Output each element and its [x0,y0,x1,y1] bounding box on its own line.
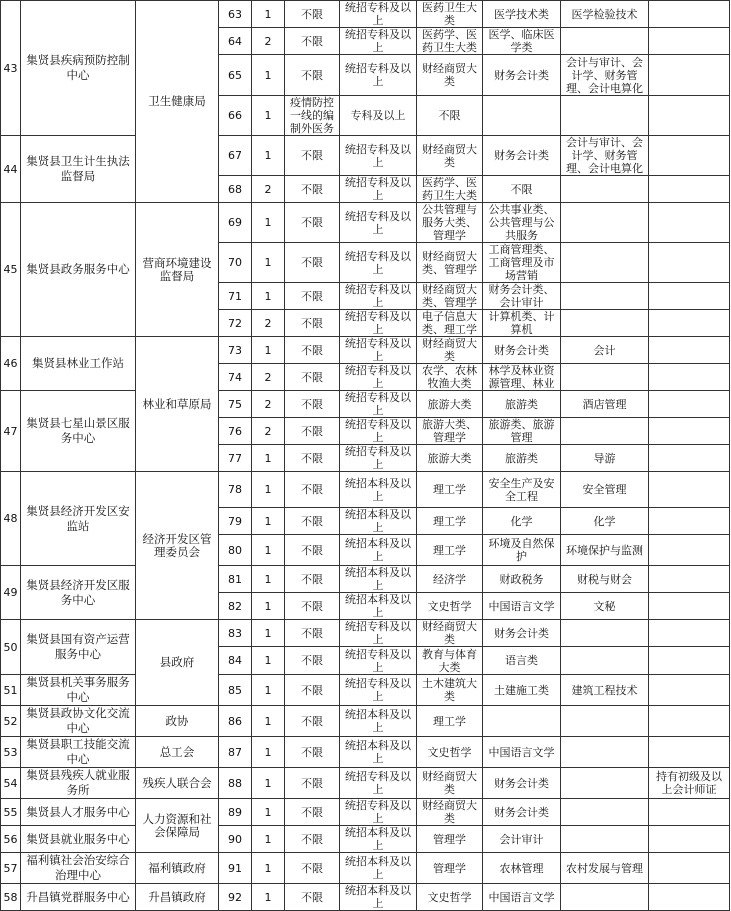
note-cell [649,283,730,310]
note-cell [649,826,730,853]
education-cell: 统招专科及以上 [340,364,417,391]
discipline-category-cell: 财经商贸大类 [417,337,483,364]
headcount-cell: 1 [252,55,285,96]
limit-cell: 不限 [285,826,340,853]
discipline-category-cell: 财经商贸大类、管理学 [417,283,483,310]
education-cell: 统招专科及以上 [340,391,417,418]
major-category-cell: 医学技术类 [483,1,561,28]
org-number-cell: 58 [1,884,21,911]
specialty-cell [561,620,649,647]
note-cell [649,203,730,243]
org-number-cell: 51 [1,675,21,706]
position-code-cell: 67 [219,136,252,176]
discipline-category-cell: 财经商贸大类 [417,620,483,647]
specialty-cell [561,418,649,445]
education-cell: 统招专科及以上 [340,647,417,675]
department-cell: 营商环境建设监督局 [136,203,219,337]
major-category-cell: 农林管理 [483,853,561,884]
note-cell [649,96,730,136]
major-category-cell: 中国语言文学 [483,884,561,911]
note-cell: 持有初级及以上会计师证 [649,768,730,799]
headcount-cell: 1 [252,593,285,620]
discipline-category-cell: 旅游大类 [417,391,483,418]
org-name-cell: 集贤县政协文化交流中心 [21,706,136,737]
note-cell [649,620,730,647]
org-number-cell: 53 [1,737,21,768]
discipline-category-cell: 医药卫生大类 [417,1,483,28]
education-cell: 统招本科及以上 [340,535,417,566]
major-category-cell: 环境及自然保护 [483,535,561,566]
position-code-cell: 81 [219,566,252,593]
education-cell: 统招本科及以上 [340,737,417,768]
note-cell [649,799,730,826]
position-code-cell: 87 [219,737,252,768]
position-code-cell: 88 [219,768,252,799]
table-row [1,620,730,647]
table-row [1,675,730,706]
limit-cell: 不限 [285,472,340,508]
org-name-cell: 集贤县卫生计生执法监督局 [21,136,136,203]
org-name-cell: 集贤县林业工作站 [21,337,136,391]
education-cell: 统招本科及以上 [340,508,417,535]
education-cell: 统招专科及以上 [340,243,417,283]
specialty-cell [561,96,649,136]
org-name-cell: 集贤县机关事务服务中心 [21,675,136,706]
specialty-cell [561,243,649,283]
headcount-cell: 1 [252,472,285,508]
position-code-cell: 71 [219,283,252,310]
discipline-category-cell: 理工学 [417,535,483,566]
org-number-cell: 56 [1,826,21,853]
discipline-category-cell: 公共管理与服务大类、管理学 [417,203,483,243]
discipline-category-cell: 文史哲学 [417,884,483,911]
headcount-cell: 2 [252,391,285,418]
note-cell [649,176,730,203]
org-number-cell: 46 [1,337,21,391]
discipline-category-cell: 理工学 [417,706,483,737]
specialty-cell: 环境保护与监测 [561,535,649,566]
department-cell: 人力资源和社会保障局 [136,799,219,853]
specialty-cell: 酒店管理 [561,391,649,418]
specialty-cell: 导游 [561,445,649,472]
headcount-cell: 1 [252,136,285,176]
department-cell: 卫生健康局 [136,1,219,203]
note-cell [649,647,730,675]
org-number-cell: 57 [1,853,21,884]
major-category-cell: 工商管理类、工商管理及市场营销 [483,243,561,283]
major-category-cell: 中国语言文学 [483,593,561,620]
discipline-category-cell: 医药学、医药卫生大类 [417,176,483,203]
specialty-cell [561,364,649,391]
education-cell: 统招本科及以上 [340,566,417,593]
department-cell: 残疾人联合会 [136,768,219,799]
headcount-cell: 1 [252,620,285,647]
headcount-cell: 1 [252,768,285,799]
table-row [1,391,730,418]
table-row [1,203,730,243]
limit-cell: 不限 [285,535,340,566]
headcount-cell: 1 [252,884,285,911]
table-row [1,737,730,768]
limit-cell: 不限 [285,445,340,472]
major-category-cell: 语言类 [483,647,561,675]
note-cell [649,243,730,283]
major-category-cell: 中国语言文学 [483,737,561,768]
specialty-cell [561,28,649,55]
limit-cell: 不限 [285,310,340,337]
org-name-cell: 集贤县经济开发区服务中心 [21,566,136,620]
department-cell: 总工会 [136,737,219,768]
education-cell: 统招专科及以上 [340,28,417,55]
position-code-cell: 79 [219,508,252,535]
department-cell: 升昌镇政府 [136,884,219,911]
major-category-cell [483,96,561,136]
discipline-category-cell: 管理学 [417,826,483,853]
limit-cell: 不限 [285,508,340,535]
specialty-cell: 农村发展与管理 [561,853,649,884]
headcount-cell: 1 [252,508,285,535]
discipline-category-cell: 理工学 [417,472,483,508]
discipline-category-cell: 旅游大类、管理学 [417,418,483,445]
position-code-cell: 77 [219,445,252,472]
major-category-cell [483,706,561,737]
discipline-category-cell: 财经商贸大类 [417,799,483,826]
limit-cell: 不限 [285,853,340,884]
note-cell [649,566,730,593]
education-cell: 统招本科及以上 [340,826,417,853]
org-number-cell: 48 [1,472,21,566]
major-category-cell: 财务会计类 [483,620,561,647]
headcount-cell: 2 [252,310,285,337]
discipline-category-cell: 文史哲学 [417,737,483,768]
table-row [1,566,730,593]
department-cell: 政协 [136,706,219,737]
limit-cell: 不限 [285,675,340,706]
position-code-cell: 76 [219,418,252,445]
org-name-cell: 集贤县职工技能交流中心 [21,737,136,768]
note-cell [649,535,730,566]
org-name-cell: 升昌镇党群服务中心 [21,884,136,911]
org-name-cell: 集贤县经济开发区安监站 [21,472,136,566]
headcount-cell: 1 [252,566,285,593]
major-category-cell: 化学 [483,508,561,535]
position-code-cell: 90 [219,826,252,853]
table-row [1,826,730,853]
major-category-cell: 财务会计类 [483,136,561,176]
specialty-cell: 安全管理 [561,472,649,508]
note-cell [649,1,730,28]
discipline-category-cell: 电子信息大类、理工学 [417,310,483,337]
headcount-cell: 1 [252,853,285,884]
org-number-cell: 45 [1,203,21,337]
org-name-cell: 集贤县七星山景区服务中心 [21,391,136,472]
limit-cell: 不限 [285,884,340,911]
major-category-cell: 医学、临床医学类 [483,28,561,55]
limit-cell: 不限 [285,737,340,768]
department-cell: 林业和草原局 [136,337,219,472]
org-name-cell: 集贤县国有资产运营服务中心 [21,620,136,675]
position-code-cell: 89 [219,799,252,826]
position-code-cell: 70 [219,243,252,283]
education-cell: 统招本科及以上 [340,706,417,737]
limit-cell: 不限 [285,768,340,799]
position-code-cell: 63 [219,1,252,28]
note-cell [649,508,730,535]
limit-cell: 不限 [285,391,340,418]
headcount-cell: 1 [252,337,285,364]
limit-cell: 不限 [285,203,340,243]
education-cell: 统招专科及以上 [340,620,417,647]
limit-cell: 不限 [285,620,340,647]
note-cell [649,391,730,418]
headcount-cell: 1 [252,445,285,472]
major-category-cell: 财务会计类 [483,799,561,826]
major-category-cell: 旅游类、旅游管理 [483,418,561,445]
specialty-cell [561,737,649,768]
note-cell [649,418,730,445]
education-cell: 专科及以上 [340,96,417,136]
discipline-category-cell: 财经商贸大类 [417,768,483,799]
position-code-cell: 65 [219,55,252,96]
headcount-cell: 1 [252,535,285,566]
specialty-cell [561,799,649,826]
limit-cell: 不限 [285,593,340,620]
education-cell: 统招本科及以上 [340,472,417,508]
headcount-cell: 1 [252,799,285,826]
specialty-cell [561,310,649,337]
headcount-cell: 1 [252,203,285,243]
specialty-cell [561,283,649,310]
education-cell: 统招专科及以上 [340,55,417,96]
headcount-cell: 1 [252,96,285,136]
headcount-cell: 1 [252,243,285,283]
education-cell: 统招本科及以上 [340,853,417,884]
education-cell: 统招专科及以上 [340,445,417,472]
headcount-cell: 1 [252,283,285,310]
education-cell: 统招专科及以上 [340,418,417,445]
specialty-cell: 化学 [561,508,649,535]
note-cell [649,884,730,911]
specialty-cell [561,826,649,853]
specialty-cell [561,203,649,243]
headcount-cell: 2 [252,364,285,391]
education-cell: 统招专科及以上 [340,768,417,799]
major-category-cell: 财务会计类 [483,337,561,364]
education-cell: 统招专科及以上 [340,283,417,310]
education-cell: 统招专科及以上 [340,337,417,364]
note-cell [649,337,730,364]
major-category-cell: 旅游类 [483,391,561,418]
major-category-cell: 财政税务 [483,566,561,593]
position-code-cell: 83 [219,620,252,647]
position-code-cell: 85 [219,675,252,706]
org-number-cell: 44 [1,136,21,203]
table-row [1,799,730,826]
table-row [1,768,730,799]
position-code-cell: 69 [219,203,252,243]
specialty-cell [561,706,649,737]
position-code-cell: 82 [219,593,252,620]
major-category-cell: 财务会计类、会计审计 [483,283,561,310]
specialty-cell: 医学检验技术 [561,1,649,28]
org-number-cell: 52 [1,706,21,737]
discipline-category-cell: 医药学、医药卫生大类 [417,28,483,55]
discipline-category-cell: 文史哲学 [417,593,483,620]
limit-cell: 不限 [285,418,340,445]
limit-cell: 不限 [285,566,340,593]
note-cell [649,472,730,508]
position-code-cell: 66 [219,96,252,136]
note-cell [649,593,730,620]
note-cell [649,310,730,337]
note-cell [649,28,730,55]
headcount-cell: 1 [252,647,285,675]
org-name-cell: 集贤县就业服务中心 [21,826,136,853]
limit-cell: 不限 [285,283,340,310]
note-cell [649,675,730,706]
limit-cell: 疫情防控一线的编制外医务 [285,96,340,136]
table-row [1,853,730,884]
specialty-cell: 会计与审计、会计学、财务管理、会计电算化 [561,55,649,96]
specialty-cell: 会计与审计、会计学、财务管理、会计电算化 [561,136,649,176]
major-category-cell: 林学及林业资源管理、林业 [483,364,561,391]
education-cell: 统招专科及以上 [340,1,417,28]
limit-cell: 不限 [285,136,340,176]
position-code-cell: 92 [219,884,252,911]
table-row [1,337,730,364]
org-number-cell: 43 [1,1,21,136]
limit-cell: 不限 [285,55,340,96]
department-cell: 经济开发区管理委员会 [136,472,219,620]
limit-cell: 不限 [285,706,340,737]
education-cell: 统招专科及以上 [340,136,417,176]
position-code-cell: 64 [219,28,252,55]
note-cell [649,737,730,768]
position-code-cell: 68 [219,176,252,203]
headcount-cell: 1 [252,675,285,706]
discipline-category-cell: 管理学 [417,853,483,884]
headcount-cell: 1 [252,826,285,853]
major-category-cell: 财务会计类 [483,768,561,799]
major-category-cell: 财务会计类 [483,55,561,96]
education-cell: 统招专科及以上 [340,310,417,337]
education-cell: 统招专科及以上 [340,675,417,706]
discipline-category-cell: 教育与体育大类 [417,647,483,675]
position-code-cell: 74 [219,364,252,391]
specialty-cell: 建筑工程技术 [561,675,649,706]
org-name-cell: 福利镇社会治安综合治理中心 [21,853,136,884]
department-cell: 福利镇政府 [136,853,219,884]
limit-cell: 不限 [285,28,340,55]
org-name-cell: 集贤县政务服务中心 [21,203,136,337]
limit-cell: 不限 [285,799,340,826]
org-number-cell: 49 [1,566,21,620]
position-code-cell: 86 [219,706,252,737]
discipline-category-cell: 农学、农林牧渔大类 [417,364,483,391]
org-number-cell: 54 [1,768,21,799]
discipline-category-cell: 不限 [417,96,483,136]
discipline-category-cell: 财经商贸大类 [417,136,483,176]
limit-cell: 不限 [285,337,340,364]
major-category-cell: 旅游类 [483,445,561,472]
discipline-category-cell: 经济学 [417,566,483,593]
headcount-cell: 2 [252,176,285,203]
headcount-cell: 2 [252,28,285,55]
position-code-cell: 72 [219,310,252,337]
headcount-cell: 2 [252,418,285,445]
note-cell [649,445,730,472]
headcount-cell: 1 [252,1,285,28]
table-row [1,1,730,28]
org-name-cell: 集贤县疾病预防控制中心 [21,1,136,136]
org-name-cell: 集贤县人才服务中心 [21,799,136,826]
discipline-category-cell: 理工学 [417,508,483,535]
discipline-category-cell: 土木建筑大类 [417,675,483,706]
limit-cell: 不限 [285,1,340,28]
specialty-cell: 文秘 [561,593,649,620]
org-number-cell: 55 [1,799,21,826]
limit-cell: 不限 [285,647,340,675]
note-cell [649,136,730,176]
specialty-cell [561,176,649,203]
table-row [1,706,730,737]
specialty-cell [561,884,649,911]
position-code-cell: 75 [219,391,252,418]
note-cell [649,55,730,96]
table-row [1,472,730,508]
specialty-cell [561,768,649,799]
discipline-category-cell: 财经商贸大类 [417,55,483,96]
table-row [1,884,730,911]
education-cell: 统招本科及以上 [340,593,417,620]
major-category-cell: 不限 [483,176,561,203]
education-cell: 统招专科及以上 [340,799,417,826]
position-code-cell: 78 [219,472,252,508]
major-category-cell: 公共事业类、公共管理与公共服务 [483,203,561,243]
department-cell: 县政府 [136,620,219,706]
limit-cell: 不限 [285,176,340,203]
headcount-cell: 1 [252,737,285,768]
note-cell [649,853,730,884]
education-cell: 统招专科及以上 [340,203,417,243]
limit-cell: 不限 [285,243,340,283]
major-category-cell: 安全生产及安全工程 [483,472,561,508]
major-category-cell: 土建施工类 [483,675,561,706]
table-row [1,136,730,176]
education-cell: 统招专科及以上 [340,176,417,203]
note-cell [649,706,730,737]
specialty-cell: 财税与财会 [561,566,649,593]
discipline-category-cell: 财经商贸大类、管理学 [417,243,483,283]
org-number-cell: 47 [1,391,21,472]
specialty-cell [561,647,649,675]
limit-cell: 不限 [285,364,340,391]
major-category-cell: 会计审计 [483,826,561,853]
headcount-cell: 1 [252,706,285,737]
org-name-cell: 集贤县残疾人就业服务所 [21,768,136,799]
position-code-cell: 80 [219,535,252,566]
org-number-cell: 50 [1,620,21,675]
specialty-cell: 会计 [561,337,649,364]
major-category-cell: 计算机类、计算机 [483,310,561,337]
position-code-cell: 84 [219,647,252,675]
note-cell [649,364,730,391]
education-cell: 统招本科及以上 [340,884,417,911]
position-code-cell: 73 [219,337,252,364]
discipline-category-cell: 旅游大类 [417,445,483,472]
position-code-cell: 91 [219,853,252,884]
